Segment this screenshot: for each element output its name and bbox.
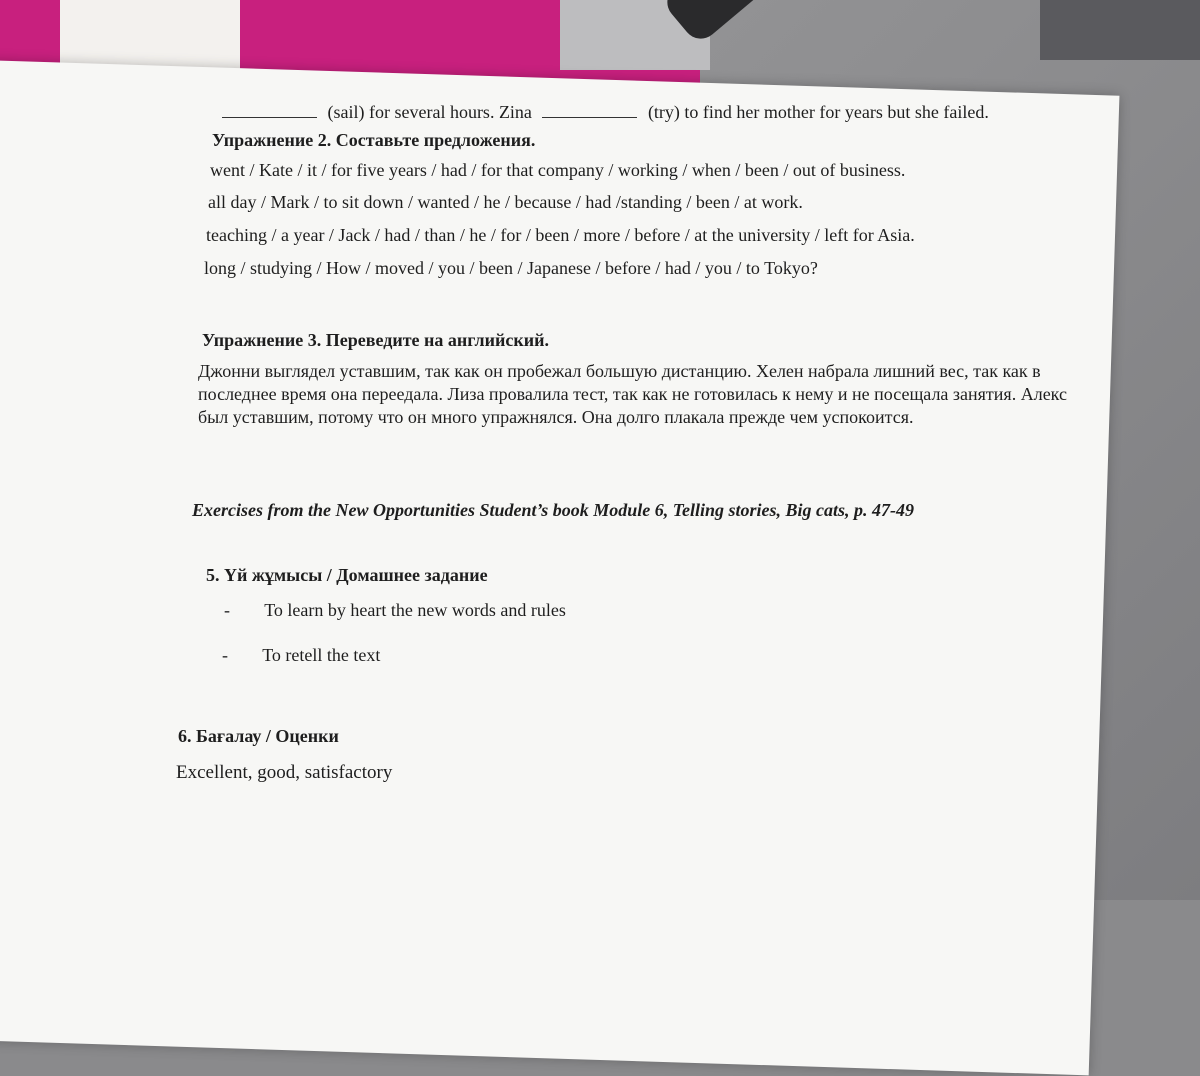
exercise2-line-3: teaching / a year / Jack / had / than / he / for / been / more / before / at the university / left for Asia. <box>206 225 915 245</box>
exercise3-title: Упражнение 3. Переведите на английский. <box>202 330 549 350</box>
top-line-part1: (sail) for several hours. Zina <box>327 102 532 122</box>
bullet-dash: - <box>223 600 231 620</box>
exercise2-line-4: long / studying / How / moved / you / been / Japanese / before / had / you / to Tokyo? <box>204 258 818 278</box>
grades-text: Excellent, good, satisfactory <box>176 762 393 783</box>
answer-blank <box>542 103 637 118</box>
exercise2-title: Упражнение 2. Составьте предложения. <box>212 130 536 150</box>
top-line-part2: (try) to find her mother for years but she failed. <box>647 102 989 122</box>
homework-item-1: To learn by heart the new words and rules <box>264 600 566 620</box>
homework-item <box>222 645 380 666</box>
top-sentence-line <box>216 102 989 123</box>
homework-title: 5. Үй жұмысы / Домашнее задание <box>206 565 488 585</box>
exercise3-text: Джонни выглядел уставшим, так как он пробежал большую дистанцию. Хелен набрала лишний вес, так как в последнее время она переедала. Лиза провалила тест, так как не готовилась к нему и не посещала занятия. Алекс был уставшим, потому что он много упражнялся. Она долго плакала прежде чем успокоится. <box>197 361 1067 427</box>
dark-object <box>1040 0 1200 60</box>
homework-item <box>224 600 566 621</box>
exercises-note: Exercises from the New Opportunities Student’s book Module 6, Telling stories, Big cats, p. 47-49 <box>192 500 915 520</box>
bullet-dash: - <box>222 645 229 665</box>
homework-item-2: To retell the text <box>262 645 381 665</box>
exercise2-line-2: all day / Mark / to sit down / wanted / he / because / had /standing / been / at work. <box>208 192 803 212</box>
exercise2-line-1: went / Kate / it / for five years / had / for that company / working / when / been / out of business. <box>210 160 906 180</box>
worksheet-content <box>0 60 1120 960</box>
answer-blank <box>222 103 317 118</box>
worksheet-page <box>0 60 1119 1075</box>
grades-title: 6. Бағалау / Оценки <box>178 726 339 746</box>
